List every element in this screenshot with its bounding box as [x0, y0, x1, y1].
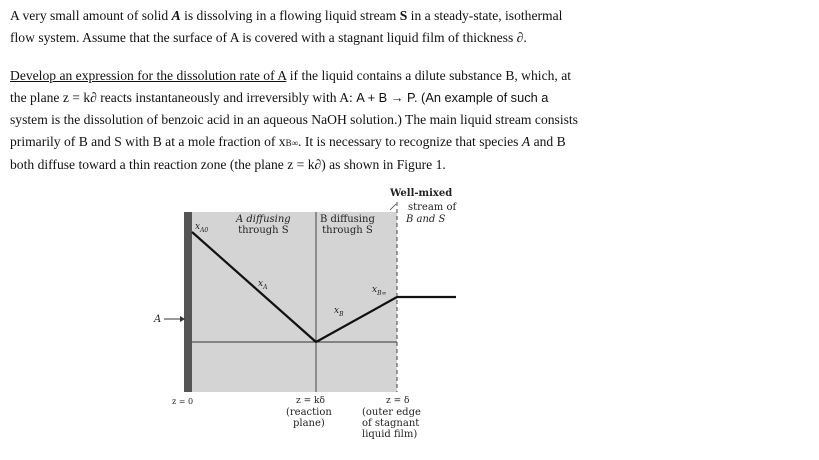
underlined-task: Develop an expression for the dissolution rate of A [10, 68, 287, 83]
xa-symbol: x [258, 279, 264, 289]
of-stagnant-text: of stagnant [362, 418, 420, 429]
b-diffusing-text: B diffusing [320, 214, 375, 225]
liquid-film-text: liquid film) [362, 429, 418, 440]
plane-text: plane) [293, 418, 325, 429]
species-s: S [399, 8, 408, 23]
p2-line-4 [10, 131, 810, 154]
text-run: the plane z = k∂ reacts instantaneously and irreversibly with A: [10, 90, 357, 105]
xb-inf-subscript: B∞ [377, 289, 387, 297]
text-run: in a steady-state, isothermal [407, 8, 563, 23]
label-b-and-s: B and S [406, 214, 446, 225]
text-run: primarily of B and S with B at a mole fraction of x [10, 134, 286, 149]
p2-line-1 [10, 65, 810, 87]
label-xb-inf [372, 285, 387, 299]
solid-a-wall [184, 212, 192, 392]
a-diffusing-text: A diffusing [236, 214, 291, 225]
label-outer-edge [362, 407, 421, 440]
figure-1-diffusion-diagram [150, 182, 480, 457]
label-well-mixed: Well-mixed [390, 188, 453, 199]
p2-line-5: both diffuse toward a thin reaction zone (the plane z = k∂) as shown in Figure 1. [10, 157, 446, 172]
through-s-2: through S [322, 225, 373, 236]
label-reaction-plane [286, 407, 332, 429]
species-a-italic: A [521, 134, 531, 149]
xb-symbol: x [334, 306, 340, 316]
text-run: if the liquid contains a dilute substance B, which, at [286, 68, 572, 83]
label-zd: z = δ [386, 396, 410, 406]
p1-line-1 [10, 5, 810, 27]
stagnant-film-region [192, 212, 397, 392]
text-run: . It is necessary to recognize that species [298, 134, 522, 149]
label-z0: z = 0 [172, 397, 194, 406]
text-run: A very small amount of solid [10, 8, 172, 23]
p2-line-2 [10, 87, 810, 109]
xa0-subscript: A0 [200, 226, 209, 234]
p1-line-2: flow system. Assume that the surface of A is covered with a stagnant liquid film of thickness ∂. [10, 30, 527, 45]
p2-line-3: system is the dissolution of benzoic acid in an aqueous NaOH solution.) The main liquid stream consists [10, 112, 578, 127]
label-a-arrow: A [154, 314, 162, 325]
xa-subscript: A [263, 283, 268, 291]
problem-paragraph-2 [10, 65, 810, 176]
label-zkd: z = kδ [296, 396, 325, 406]
reaction-equation: A + B → P. (An example of such a [356, 90, 549, 105]
outer-edge-text: (outer edge [362, 407, 421, 418]
label-a-diffusing [236, 214, 291, 236]
xb-inf-subscript: B∞ [285, 138, 299, 148]
reaction-text: (reaction [286, 407, 332, 418]
label-xa0 [195, 222, 208, 236]
problem-paragraph-1 [10, 5, 810, 49]
label-b-diffusing [320, 214, 375, 236]
xb-subscript: B [339, 310, 344, 318]
label-stream-of: stream of [408, 202, 457, 213]
label-xa [258, 279, 267, 293]
through-s-1: through S [238, 225, 289, 236]
species-a: A [171, 8, 181, 23]
text-run: and B [530, 134, 566, 149]
xb-inf-symbol: x [372, 285, 378, 295]
stream-tick [390, 204, 396, 210]
text-run: is dissolving in a flowing liquid stream [180, 8, 400, 23]
label-xb [334, 306, 344, 320]
xa0-symbol: x [195, 222, 201, 232]
